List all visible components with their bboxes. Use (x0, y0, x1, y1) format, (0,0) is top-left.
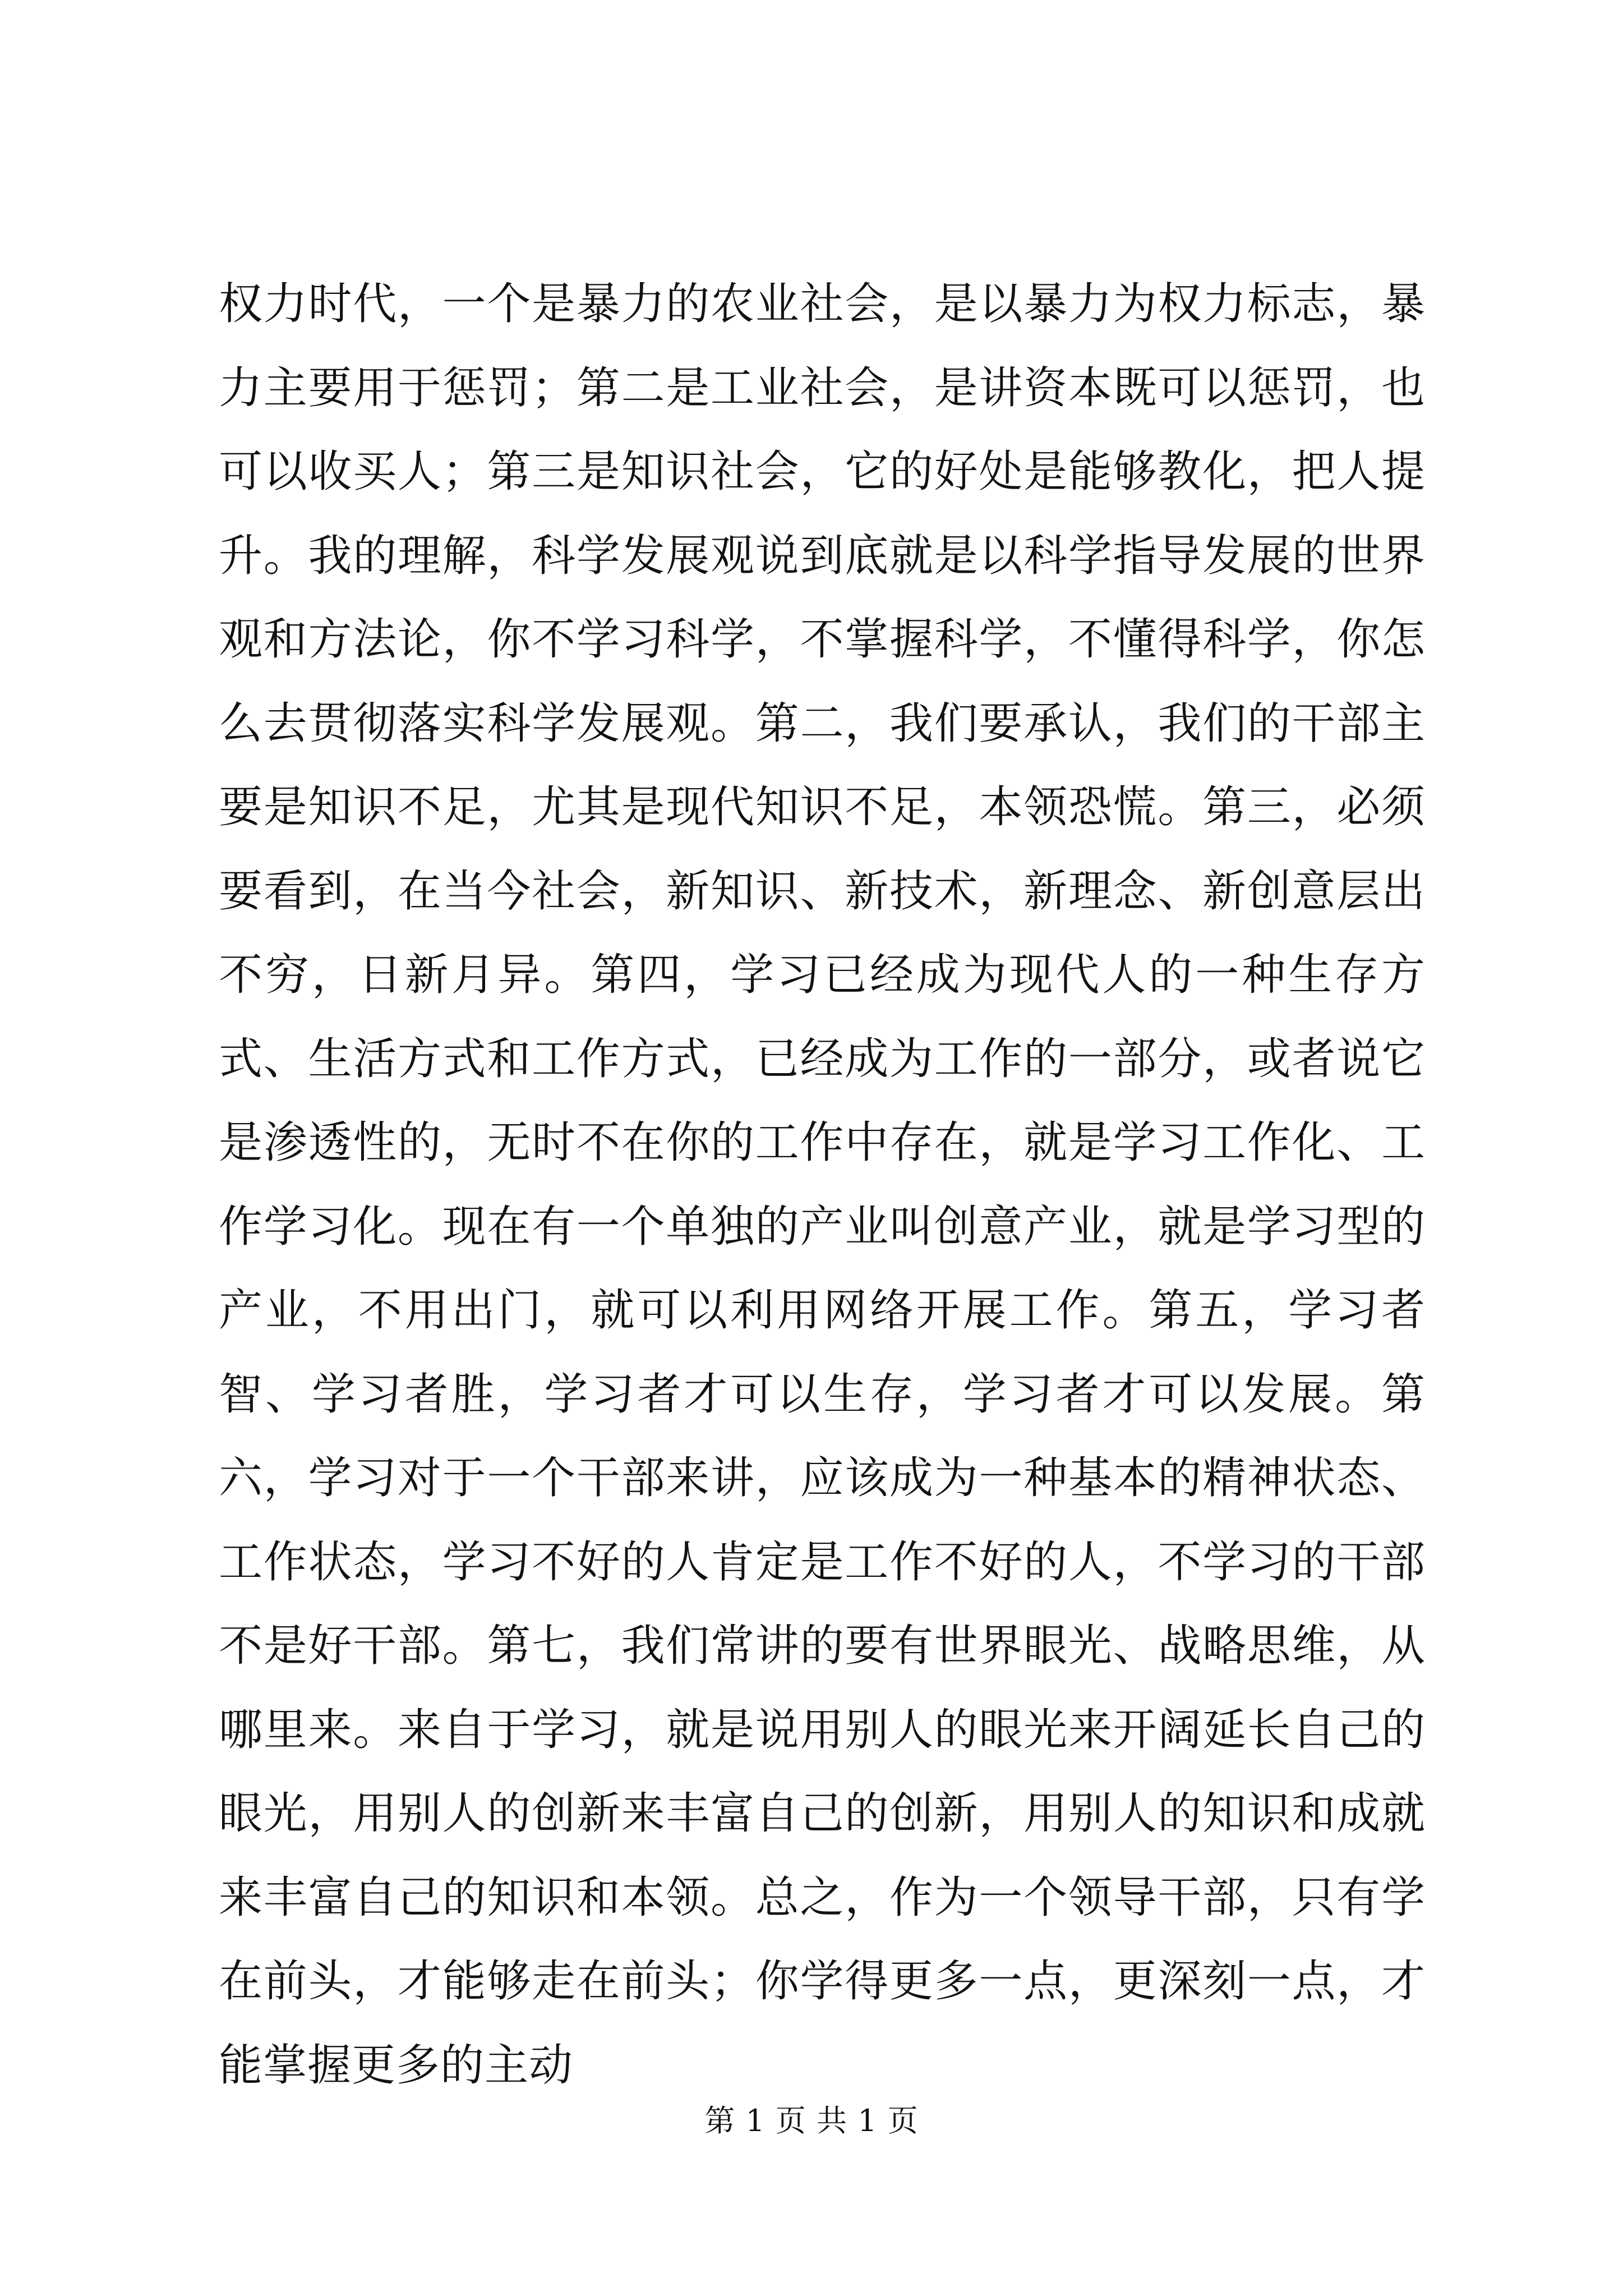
page-number-footer: 第 1 页 共 1 页 (704, 2103, 919, 2138)
body-paragraph: 权力时代，一个是暴力的农业社会，是以暴力为权力标志，暴力主要用于惩罚；第二是工业社会，是讲资本既可以惩罚，也可以收买人；第三是知识社会，它的好处是能够教化，把人提升。我的理解，科学发展观说到底就是以科学指导发展的世界观和方法论，你不学习科学，不掌握科学，不懂得科学，你怎么去贯彻落实科学发展观。第二，我们要承认，我们的干部主要是知识不足，尤其是现代知识不足，本领恐慌。第三，必须要看到，在当今社会，新知识、新技术，新理念、新创意层出不穷，日新月异。第四，学习已经成为现代人的一种生存方式、生活方式和工作方式，已经成为工作的一部分，或者说它是渗透性的，无时不在你的工作中存在，就是学习工作化、工作学习化。现在有一个单独的产业叫创意产业，就是学习型的产业，不用出门，就可以利用网络开展工作。第五，学习者智、学习者胜，学习者才可以生存，学习者才可以发展。第六，学习对于一个干部来讲，应该成为一种基本的精神状态、工作状态，学习不好的人肯定是工作不好的人，不学习的干部不是好干部。第七，我们常讲的要有世界眼光、战略思维，从哪里来。来自于学习，就是说用别人的眼光来开阔延长自己的眼光，用别人的创新来丰富自己的创新，用别人的知识和成就来丰富自己的知识和本领。总之，作为一个领导干部，只有学在前头，才能够走在前头；你学得更多一点，更深刻一点，才能掌握更多的主动 (219, 279, 1426, 2091)
